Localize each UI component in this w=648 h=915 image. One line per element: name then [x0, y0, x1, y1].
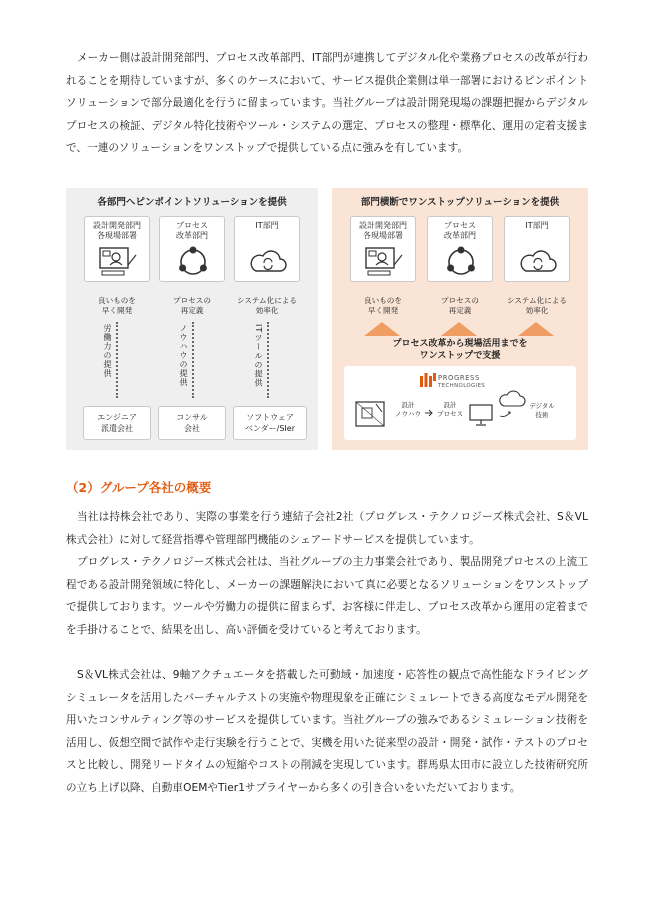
card-label: IT部門 [255, 221, 279, 230]
dotted-connector [116, 322, 118, 398]
caption-develop: 良いものを 早く開発 [364, 296, 402, 315]
card-label: 設計開発部門 各現場部署 [93, 221, 141, 240]
support-arrow [441, 322, 477, 336]
provider-engineer-dispatch: エンジニア 派遣会社 [83, 406, 151, 440]
right-panel-title: 部門横断でワンストップソリューションを提供 [360, 197, 560, 208]
left-panel-title: 各部門へピンポイントソリューションを提供 [97, 197, 287, 208]
flow-design-process: 設計 プロセス [437, 401, 463, 418]
support-arrow [518, 322, 554, 336]
provider-consulting: コンサル 会社 [158, 406, 226, 440]
process-cycle-icon [173, 245, 213, 279]
section-heading: （2）グループ各社の概要 [66, 480, 212, 495]
card-process-dept [159, 216, 225, 282]
card-it-dept [504, 216, 570, 282]
section-paragraph-2: プログレス・テクノロジーズ株式会社は、当社グループの主力事業会社であり、製品開発プロセスの上流工程である設計開発領域に特化し、メーカーの課題解決において真に必要となるソリューションをワンストップで提供しております。ツールや労働力の提供に留まらず、お客様に伴走し、プロセス改革から運用の定着までを手掛けることで、結果を出し、高い評価を受けていると考えております。 [66, 556, 588, 636]
card-design-dept [84, 216, 150, 282]
dotted-connector [267, 322, 269, 398]
card-design-dept [350, 216, 416, 282]
onestop-support-text: プロセス改革から現場活用までを ワンストップで支援 [392, 339, 528, 361]
progress-logo-icon [420, 373, 436, 387]
card-label: 設計開発部門 各現場部署 [359, 221, 407, 240]
card-label: プロセス 改革部門 [176, 221, 208, 240]
section-paragraph-1: 当社は持株会社であり、実際の事業を行う連結子会社2社（プログレス・テクノロジーズ株式会社、S＆VL株式会社）に対して経営指導や管理部門機能のシェアードサービスを提供しています。 [66, 511, 588, 546]
company-logo-text [438, 374, 485, 390]
caption-redefine: プロセスの 再定義 [441, 296, 479, 315]
designer-screen-icon [364, 245, 404, 279]
it-cloud-icon [248, 245, 288, 279]
caption-develop: 良いものを 早く開発 [98, 296, 136, 315]
section-paragraph-3: S＆VL株式会社は、9軸アクチュエータを搭載した可動域・加速度・応答性の観点で高性能なドライビングシミュレータを活用したバーチャルテストの実施や物理現象を正確にシミュレートできる高度なモデル開発を用いたコンサルティング等のサービスを提供しています。当社グループの強みであるシミュレーション技術を活用し、仮想空間で試作や走行実験を行うことで、実機を用いた従来型の設計・開発・試作・テストのプロセスと比較し、開発リードタイムの短縮やコストの削減を実現しています。群馬県太田市に設立した技術研究所の立ち上げ以降、自動車OEMやTier1サプライヤーから多くの引き合いをいただいております。 [66, 669, 588, 794]
diagram-left-panel [66, 188, 318, 450]
monitor-icon [468, 402, 494, 428]
dotted-connector [192, 322, 194, 398]
flow-design-knowhow: 設計 ノウハウ [395, 401, 421, 418]
flow-digital-tech: デジタル 技術 [529, 402, 555, 419]
company-name-line1: PROGRESS [438, 374, 480, 382]
caption-efficiency: システム化による 効率化 [237, 296, 297, 315]
card-label: プロセス 改革部門 [444, 221, 476, 240]
caption-redefine: プロセスの 再定義 [173, 296, 211, 315]
card-it-dept [234, 216, 300, 282]
company-name-line2: TECHNOLOGIES [438, 383, 486, 389]
card-label: IT部門 [525, 221, 549, 230]
it-cloud-icon [518, 245, 558, 279]
card-process-dept [427, 216, 493, 282]
provider-software-vendor: ソフトウェア ベンダー/SIer [233, 406, 307, 440]
labor-supply-label: 労働力の提供 [103, 324, 112, 378]
support-arrow [364, 322, 400, 336]
knowhow-supply-label: ノウハウの提供 [179, 324, 188, 387]
blueprint-icon [354, 398, 388, 430]
it-tool-supply-label: ITツールの提供 [254, 324, 263, 388]
designer-screen-icon [98, 245, 138, 279]
diagram-right-panel [332, 188, 588, 450]
caption-efficiency: システム化による 効率化 [507, 296, 567, 315]
intro-paragraph: メーカー側は設計開発部門、プロセス改革部門、IT部門が連携してデジタル化や業務プロセスの改革が行われることを期待していますが、多くのケースにおいて、サービス提供企業側は単一部署におけるピンポイントソリューションで部分最適化を行うに留まっています。当社グループは設計開発現場の課題把握からデジタルプロセスの検証、デジタル特化技術やツール・システムの選定、プロセスの整理・標準化、運用の定着支援まで、一連のソリューションをワンストップで提供している点に強みを有しています。 [66, 52, 588, 155]
progress-technologies-box [344, 366, 576, 440]
process-cycle-icon [441, 245, 481, 279]
